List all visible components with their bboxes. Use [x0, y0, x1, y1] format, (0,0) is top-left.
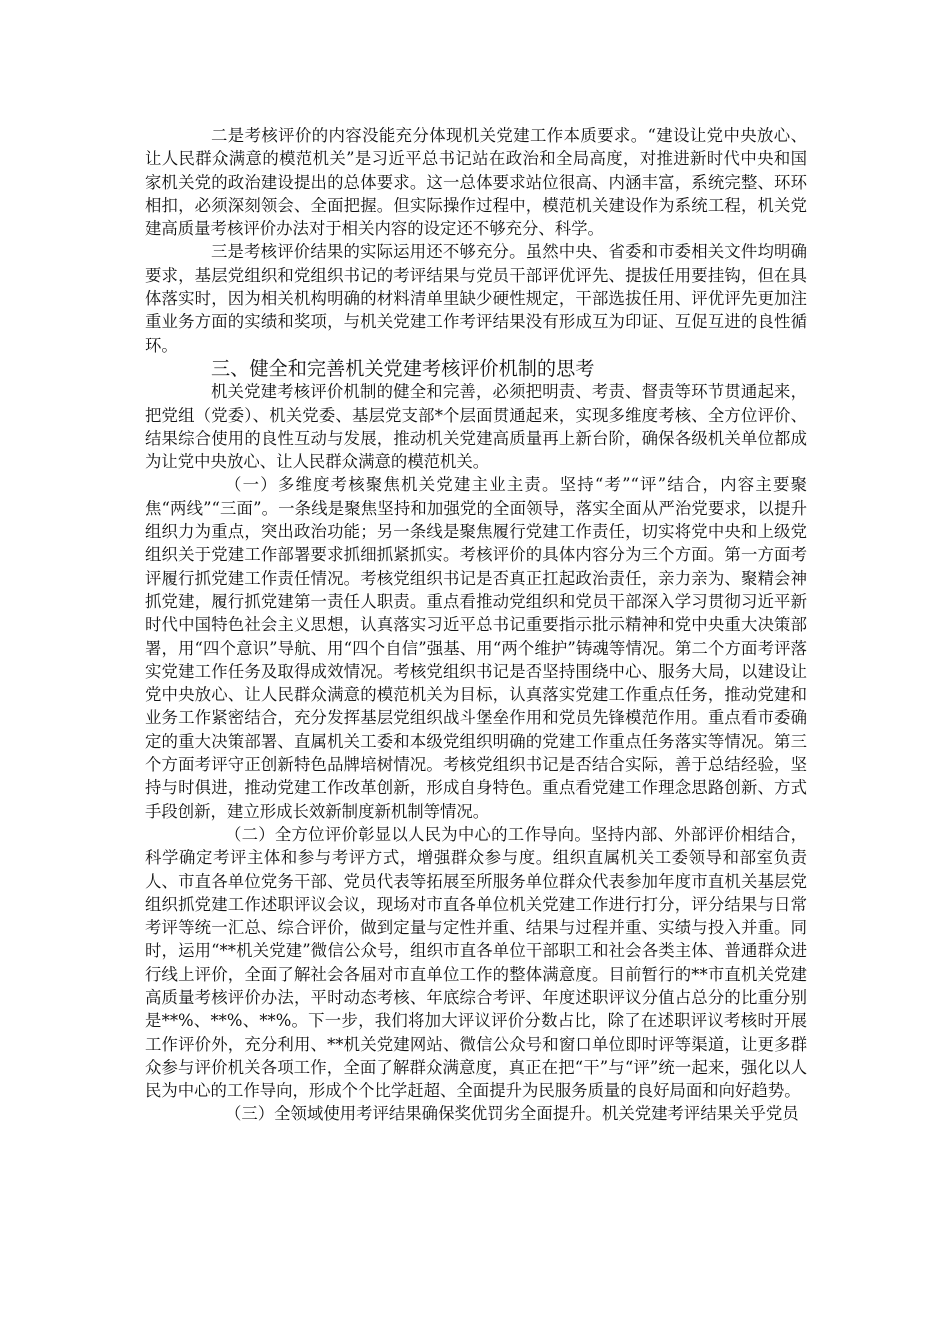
section-three-heading: 三、健全和完善机关党建考核评价机制的思考	[211, 356, 595, 380]
paragraph-section-three-intro: 机关党建考核评价机制的健全和完善，必须把明责、考责、督责等环节贯通起来，把党组（党委）、机关党委、基层党支部*个层面贯通起来，实现多维度考核、全方位评价、结果综合使用的良性互动与发展，推动机关党建高质量再上新台阶，确保各级机关单位都成为让党中央放心、让人民群众满意的模范机关。	[145, 382, 807, 472]
paragraph-third-issue: 三是考核评价结果的实际运用还不够充分。虽然中央、省委和市委相关文件均明确要求，基层党组织和党组织书记的考评结果与党员干部评优评先、提拔任用要挂钩，但在具体落实时，因为相关机构明确的材料清单里缺少硬性规定，干部选拔任用、评优评先更加注重业务方面的实绩和奖项，与机关党建工作考评结果没有形成互为印证、互促互进的良性循环。	[145, 242, 807, 355]
paragraph-item-one: （一）多维度考核聚焦机关党建主业主责。坚持“考”“评”结合，内容主要聚焦“两线”“三面”。一条线是聚焦坚持和加强党的全面领导，落实全面从严治党要求，以提升组织力为重点，突出政治功能；另一条线是聚焦履行党建工作责任，切实将党中央和上级党组织关于党建工作部署要求抓细抓紧抓实。考核评价的具体内容分为三个方面。第一方面考评履行抓党建工作责任情况。考核党组织书记是否真正扛起政治责任，亲力亲为、聚精会神抓党建，履行抓党建第一责任人职责。重点看推动党组织和党员干部深入学习贯彻习近平新时代中国特色社会主义思想，认真落实习近平总书记重要指示批示精神和党中央重大决策部署，用“四个意识”导航、用“四个自信”强基、用“两个维护”铸魂等情况。第二个方面考评落实党建工作任务及取得成效情况。考核党组织书记是否坚持围绕中心、服务大局，以建设让党中央放心、让人民群众满意的模范机关为目标，认真落实党建工作重点任务，推动党建和业务工作紧密结合，充分发挥基层党组织战斗堡垒作用和党员先锋模范作用。重点看市委确定的重大决策部署、直属机关工委和本级党组织明确的党建工作重点任务落实等情况。第三个方面考评守正创新特色品牌培树情况。考核党组织书记是否结合实际，善于总结经验，坚持与时俱进，推动党建工作改革创新，形成自身特色。重点看党建工作理念思路创新、方式手段创新，建立形成长效新制度新机制等情况。	[145, 475, 807, 821]
paragraph-second-issue: 二是考核评价的内容没能充分体现机关党建工作本质要求。“建设让党中央放心、让人民群众满意的模范机关”是习近平总书记站在政治和全局高度，对推进新时代中央和国家机关党的政治建设提出的总体要求。这一总体要求站位很高、内涵丰富，系统完整、环环相扣，必须深刻领会、全面把握。但实际操作过程中，模范机关建设作为系统工程，机关党建高质量考核评价办法对于相关内容的设定还不够充分、科学。	[145, 126, 807, 239]
paragraph-item-three: （三）全领域使用考评结果确保奖优罚劣全面提升。机关党建考评结果关乎党员	[225, 1104, 799, 1124]
paragraph-item-two: （二）全方位评价彰显以人民为中心的工作导向。坚持内部、外部评价相结合，科学确定考评主体和参与考评方式，增强群众参与度。组织直属机关工委领导和部室负责人、市直各单位党务干部、党员代表等拓展至所服务单位群众代表参加年度市直机关基层党组织抓党建工作述职评议会议，现场对市直各单位机关党建工作进行打分，评分结果与日常考评等统一汇总、综合评价，做到定量与定性并重、结果与过程并重、实绩与投入并重。同时，运用“**机关党建”微信公众号，组织市直各单位干部职工和社会各类主体、普通群众进行线上评价，全面了解社会各届对市直单位工作的整体满意度。目前暂行的**市直机关党建高质量考核评价办法，平时动态考核、年底综合考评、年度述职评议分值占总分的比重分别是**%、**%、**%。下一步，我们将加大评议评价分数占比，除了在述职评议考核时开展工作评价外，充分利用、**机关党建网站、微信公众号和窗口单位即时评等渠道，让更多群众参与评价机关各项工作，全面了解群众满意度，真正在把“干”与“评”统一起来，强化以人民为中心的工作导向，形成个个比学赶超、全面提升为民服务质量的良好局面和向好趋势。	[145, 824, 807, 1101]
document-page	[145, 124, 807, 1126]
